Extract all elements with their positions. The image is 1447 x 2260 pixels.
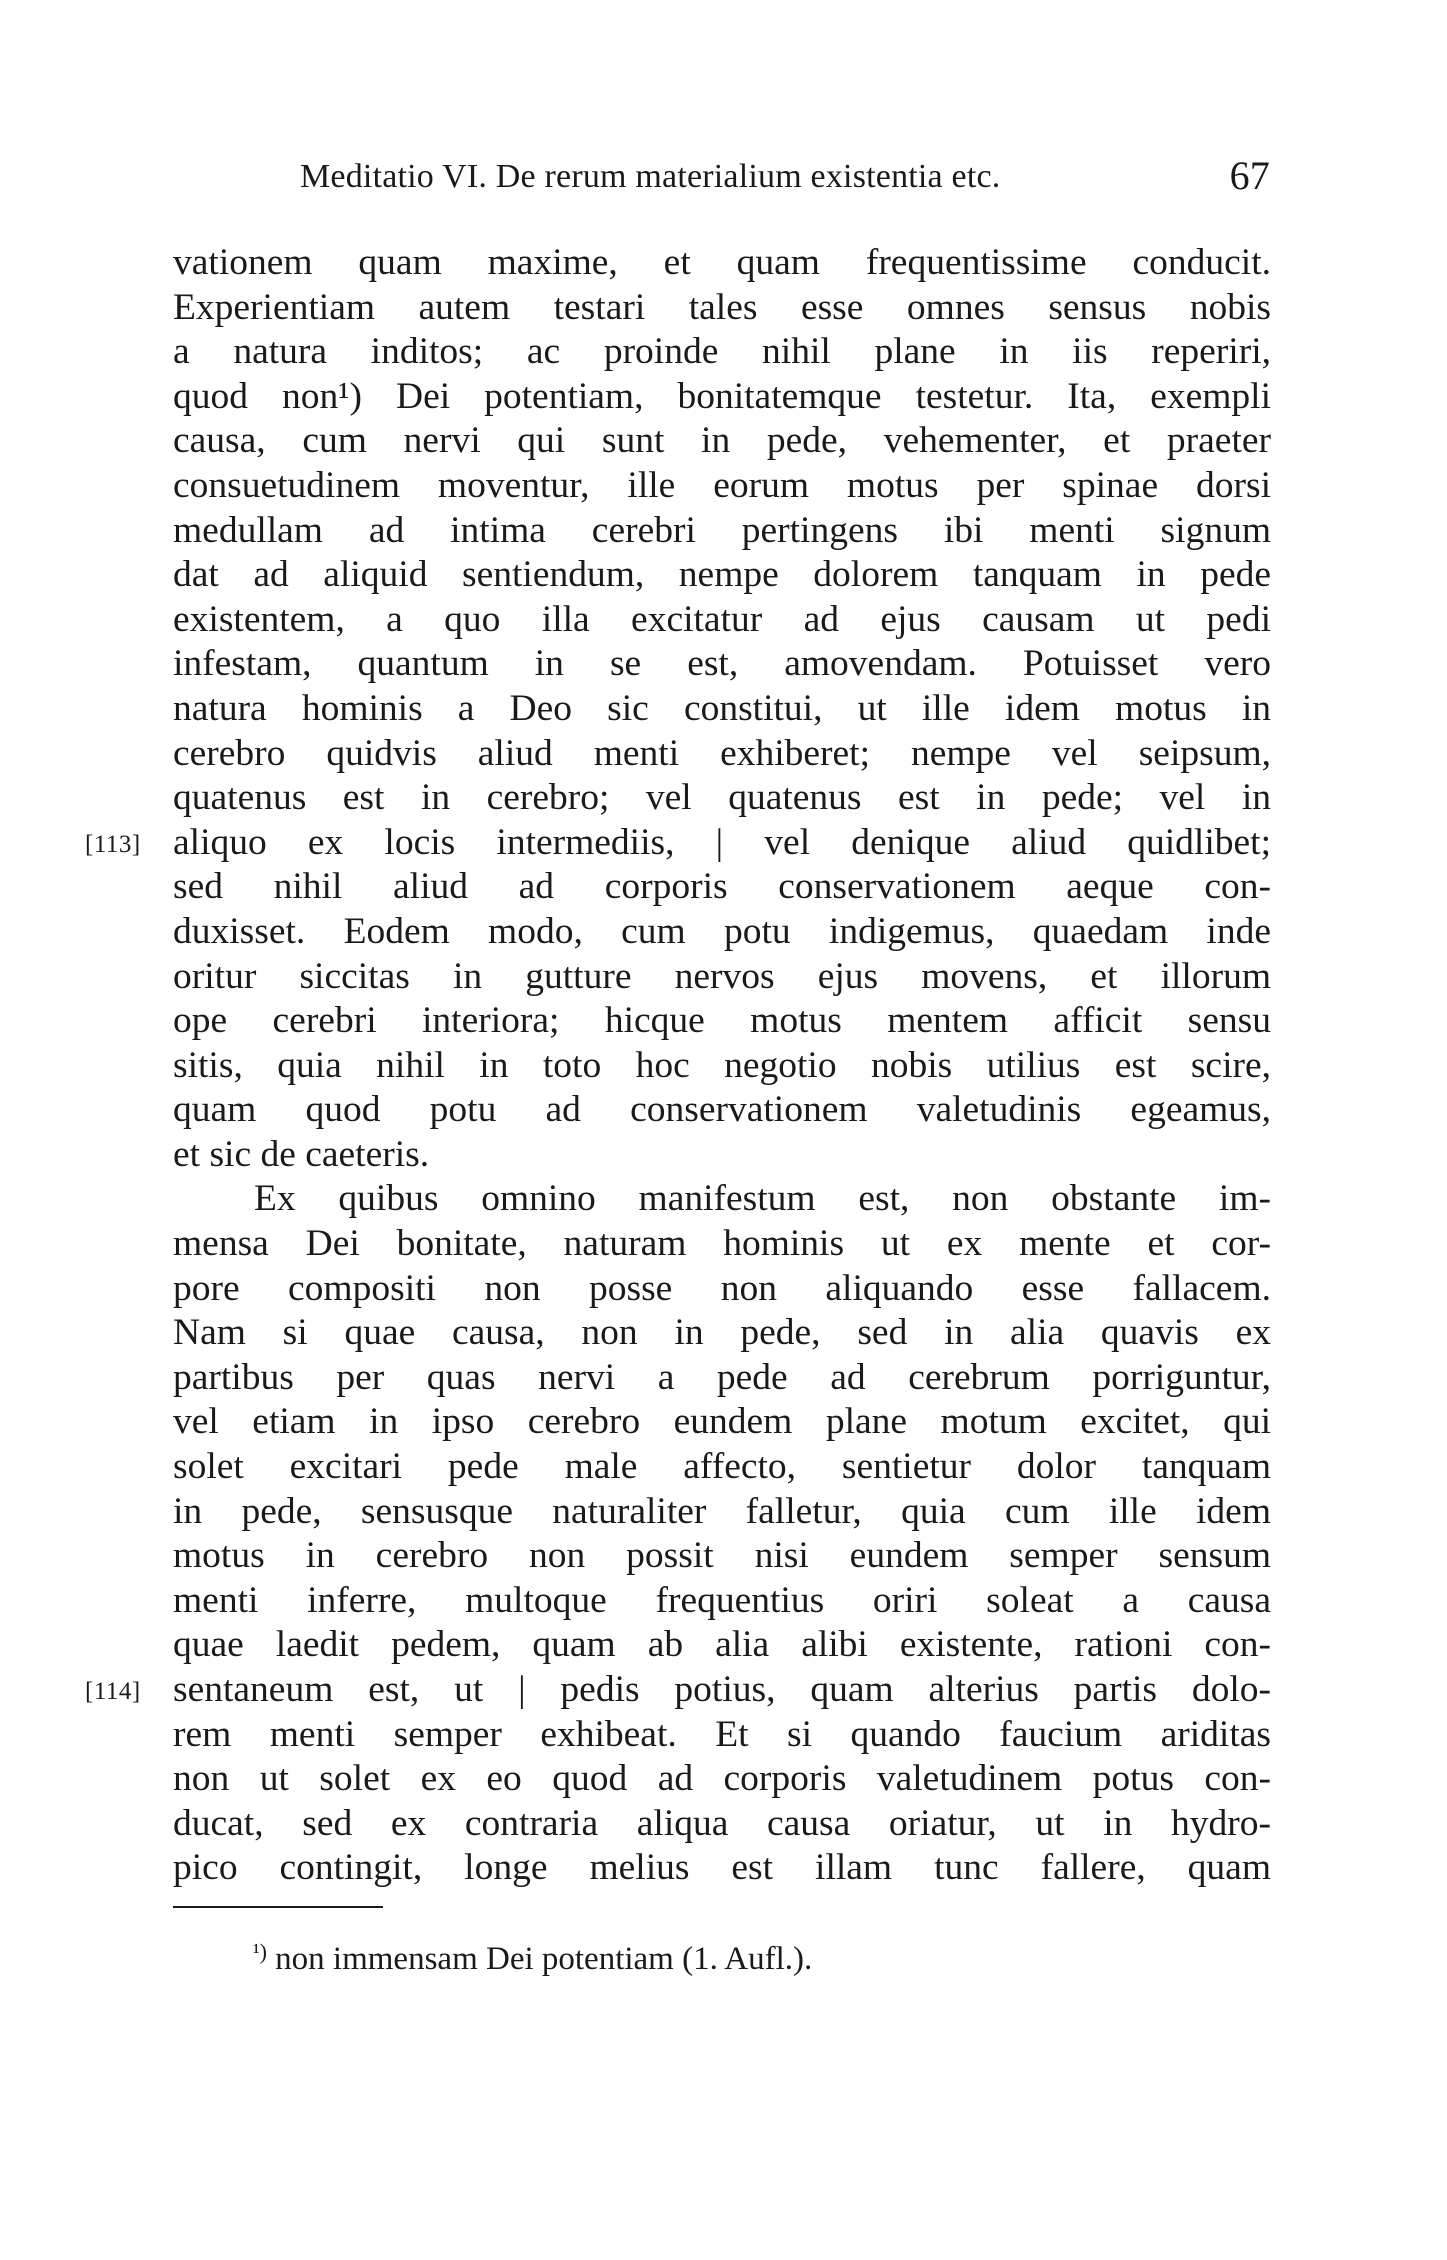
- text-line: [173, 1445, 1271, 1490]
- text-line-content: vationem quam maxime, et quam frequentissime conducit.: [173, 242, 1271, 283]
- text-line-content: menti inferre, multoque frequentius oriri soleat a causa: [173, 1579, 1271, 1621]
- text-line: [173, 1400, 1271, 1445]
- text-line: [173, 687, 1271, 732]
- text-line: [173, 1222, 1271, 1267]
- text-line: [173, 419, 1271, 464]
- text-line-content: mensa Dei bonitate, naturam hominis ut ex mente et cor-: [173, 1223, 1271, 1265]
- text-line: [173, 776, 1271, 821]
- text-line-content: partibus per quas nervi a pede ad cerebrum porriguntur,: [173, 1356, 1271, 1398]
- text-line-content: infestam, quantum in se est, amovendam. Potuisset vero: [173, 643, 1271, 685]
- margin-page-marker: [114]: [85, 1678, 141, 1705]
- text-line-content: sentaneum est, ut | pedis potius, quam alterius partis dolo-: [173, 1669, 1271, 1710]
- text-line-content: sitis, quia nihil in toto hoc negotio nobis utilius est scire,: [173, 1044, 1271, 1086]
- page-number: 67: [1229, 153, 1270, 198]
- text-line-content: oritur siccitas in gutture nervos ejus movens, et illorum: [173, 955, 1271, 997]
- text-line-content: a natura inditos; ac proinde nihil plane in iis reperiri,: [173, 331, 1271, 373]
- text-line-content: quae laedit pedem, quam ab alia alibi existente, rationi con-: [173, 1624, 1271, 1666]
- text-line-content: quatenus est in cerebro; vel quatenus est in pede; vel in: [173, 777, 1271, 819]
- text-line: [173, 1133, 1271, 1178]
- text-line-content: Experientiam autem testari tales esse omnes sensus nobis: [173, 286, 1271, 328]
- text-line-content: pico contingit, longe melius est illam tunc fallere, quam: [173, 1847, 1271, 1889]
- text-line-content: solet excitari pede male affecto, sentietur dolor tanquam: [173, 1446, 1271, 1488]
- text-line: [173, 1802, 1271, 1847]
- text-line: [173, 865, 1271, 910]
- text-line: [173, 1177, 1271, 1222]
- margin-page-marker: [113]: [85, 830, 141, 858]
- text-line: [173, 286, 1271, 331]
- text-line-content: existentem, a quo illa excitatur ad ejus causam ut pedi: [173, 598, 1271, 640]
- text-line: [173, 330, 1271, 375]
- text-line-content: quam quod potu ad conservationem valetudinis egeamus,: [173, 1089, 1271, 1131]
- text-line: [173, 642, 1271, 687]
- text-line: [173, 1490, 1271, 1535]
- text-line: [173, 1713, 1271, 1758]
- text-line: [173, 910, 1271, 955]
- text-line: [173, 1846, 1271, 1891]
- text-line: [173, 1579, 1271, 1624]
- text-line-content: ducat, sed ex contraria aliqua causa oriatur, ut in hydro-: [173, 1802, 1271, 1844]
- text-line-content: et sic de caeteris.: [173, 1133, 430, 1175]
- text-line-content: causa, cum nervi qui sunt in pede, vehementer, et praeter: [173, 420, 1271, 462]
- running-head: [300, 148, 1270, 208]
- text-line-content: Nam si quae causa, non in pede, sed in alia quavis ex: [173, 1312, 1271, 1354]
- text-line: [173, 1088, 1271, 1133]
- text-line: [85, 821, 1271, 866]
- text-line: [173, 999, 1271, 1044]
- text-line: [173, 375, 1271, 420]
- text-line-content: sed nihil aliud ad corporis conservationem aeque con-: [173, 866, 1271, 908]
- text-line: [173, 1267, 1271, 1312]
- text-line: [173, 1044, 1271, 1089]
- text-line: [173, 598, 1271, 643]
- text-line-content: quod non¹) Dei potentiam, bonitatemque testetur. Ita, exempli: [173, 375, 1271, 417]
- text-line: [173, 241, 1271, 286]
- text-line: [173, 955, 1271, 1000]
- text-line-content: consuetudinem moventur, ille eorum motus per spinae dorsi: [173, 464, 1271, 506]
- text-line-content: pore compositi non posse non aliquando esse fallacem.: [173, 1267, 1271, 1309]
- text-line-content: aliquo ex locis intermediis, | vel denique aliud quidlibet;: [173, 821, 1271, 863]
- text-line: [173, 1534, 1271, 1579]
- text-line: [173, 732, 1271, 777]
- text-line: [173, 553, 1271, 598]
- text-line-content: natura hominis a Deo sic constitui, ut ille idem motus in: [173, 687, 1271, 729]
- text-line: [173, 1757, 1271, 1802]
- footnote-mark: ¹): [253, 1939, 267, 1964]
- text-line-content: vel etiam in ipso cerebro eundem plane motum excitet, qui: [173, 1401, 1271, 1443]
- body-text: [85, 241, 1271, 1891]
- text-line-content: medullam ad intima cerebri pertingens ibi menti signum: [173, 509, 1271, 551]
- text-line-content: duxisset. Eodem modo, cum potu indigemus, quaedam inde: [173, 910, 1271, 952]
- text-line-content: ope cerebri interiora; hicque motus mentem afficit sensu: [173, 1000, 1271, 1042]
- footnote: [253, 1930, 812, 1981]
- text-line-content: cerebro quidvis aliud menti exhiberet; nempe vel seipsum,: [173, 732, 1271, 774]
- running-head-title: Meditatio VI. De rerum materialium existentia etc.: [300, 158, 1001, 195]
- text-line: [173, 509, 1271, 554]
- text-line-content: non ut solet ex eo quod ad corporis valetudinem potus con-: [173, 1758, 1271, 1800]
- text-line-content: motus in cerebro non possit nisi eundem semper sensum: [173, 1535, 1271, 1577]
- text-line-content: Ex quibus omnino manifestum est, non obstante im-: [254, 1178, 1271, 1220]
- footnote-rule: [173, 1906, 383, 1908]
- text-line: [173, 1623, 1271, 1668]
- text-line: [173, 1311, 1271, 1356]
- text-line-content: dat ad aliquid sentiendum, nempe dolorem tanquam in pede: [173, 554, 1271, 596]
- text-line: [85, 1668, 1271, 1713]
- text-line: [173, 464, 1271, 509]
- footnote-text: non immensam Dei potentiam (1. Aufl.).: [275, 1941, 813, 1977]
- text-line-content: rem menti semper exhibeat. Et si quando faucium ariditas: [173, 1713, 1271, 1755]
- text-line: [173, 1356, 1271, 1401]
- text-line-content: in pede, sensusque naturaliter falletur, quia cum ille idem: [173, 1490, 1271, 1532]
